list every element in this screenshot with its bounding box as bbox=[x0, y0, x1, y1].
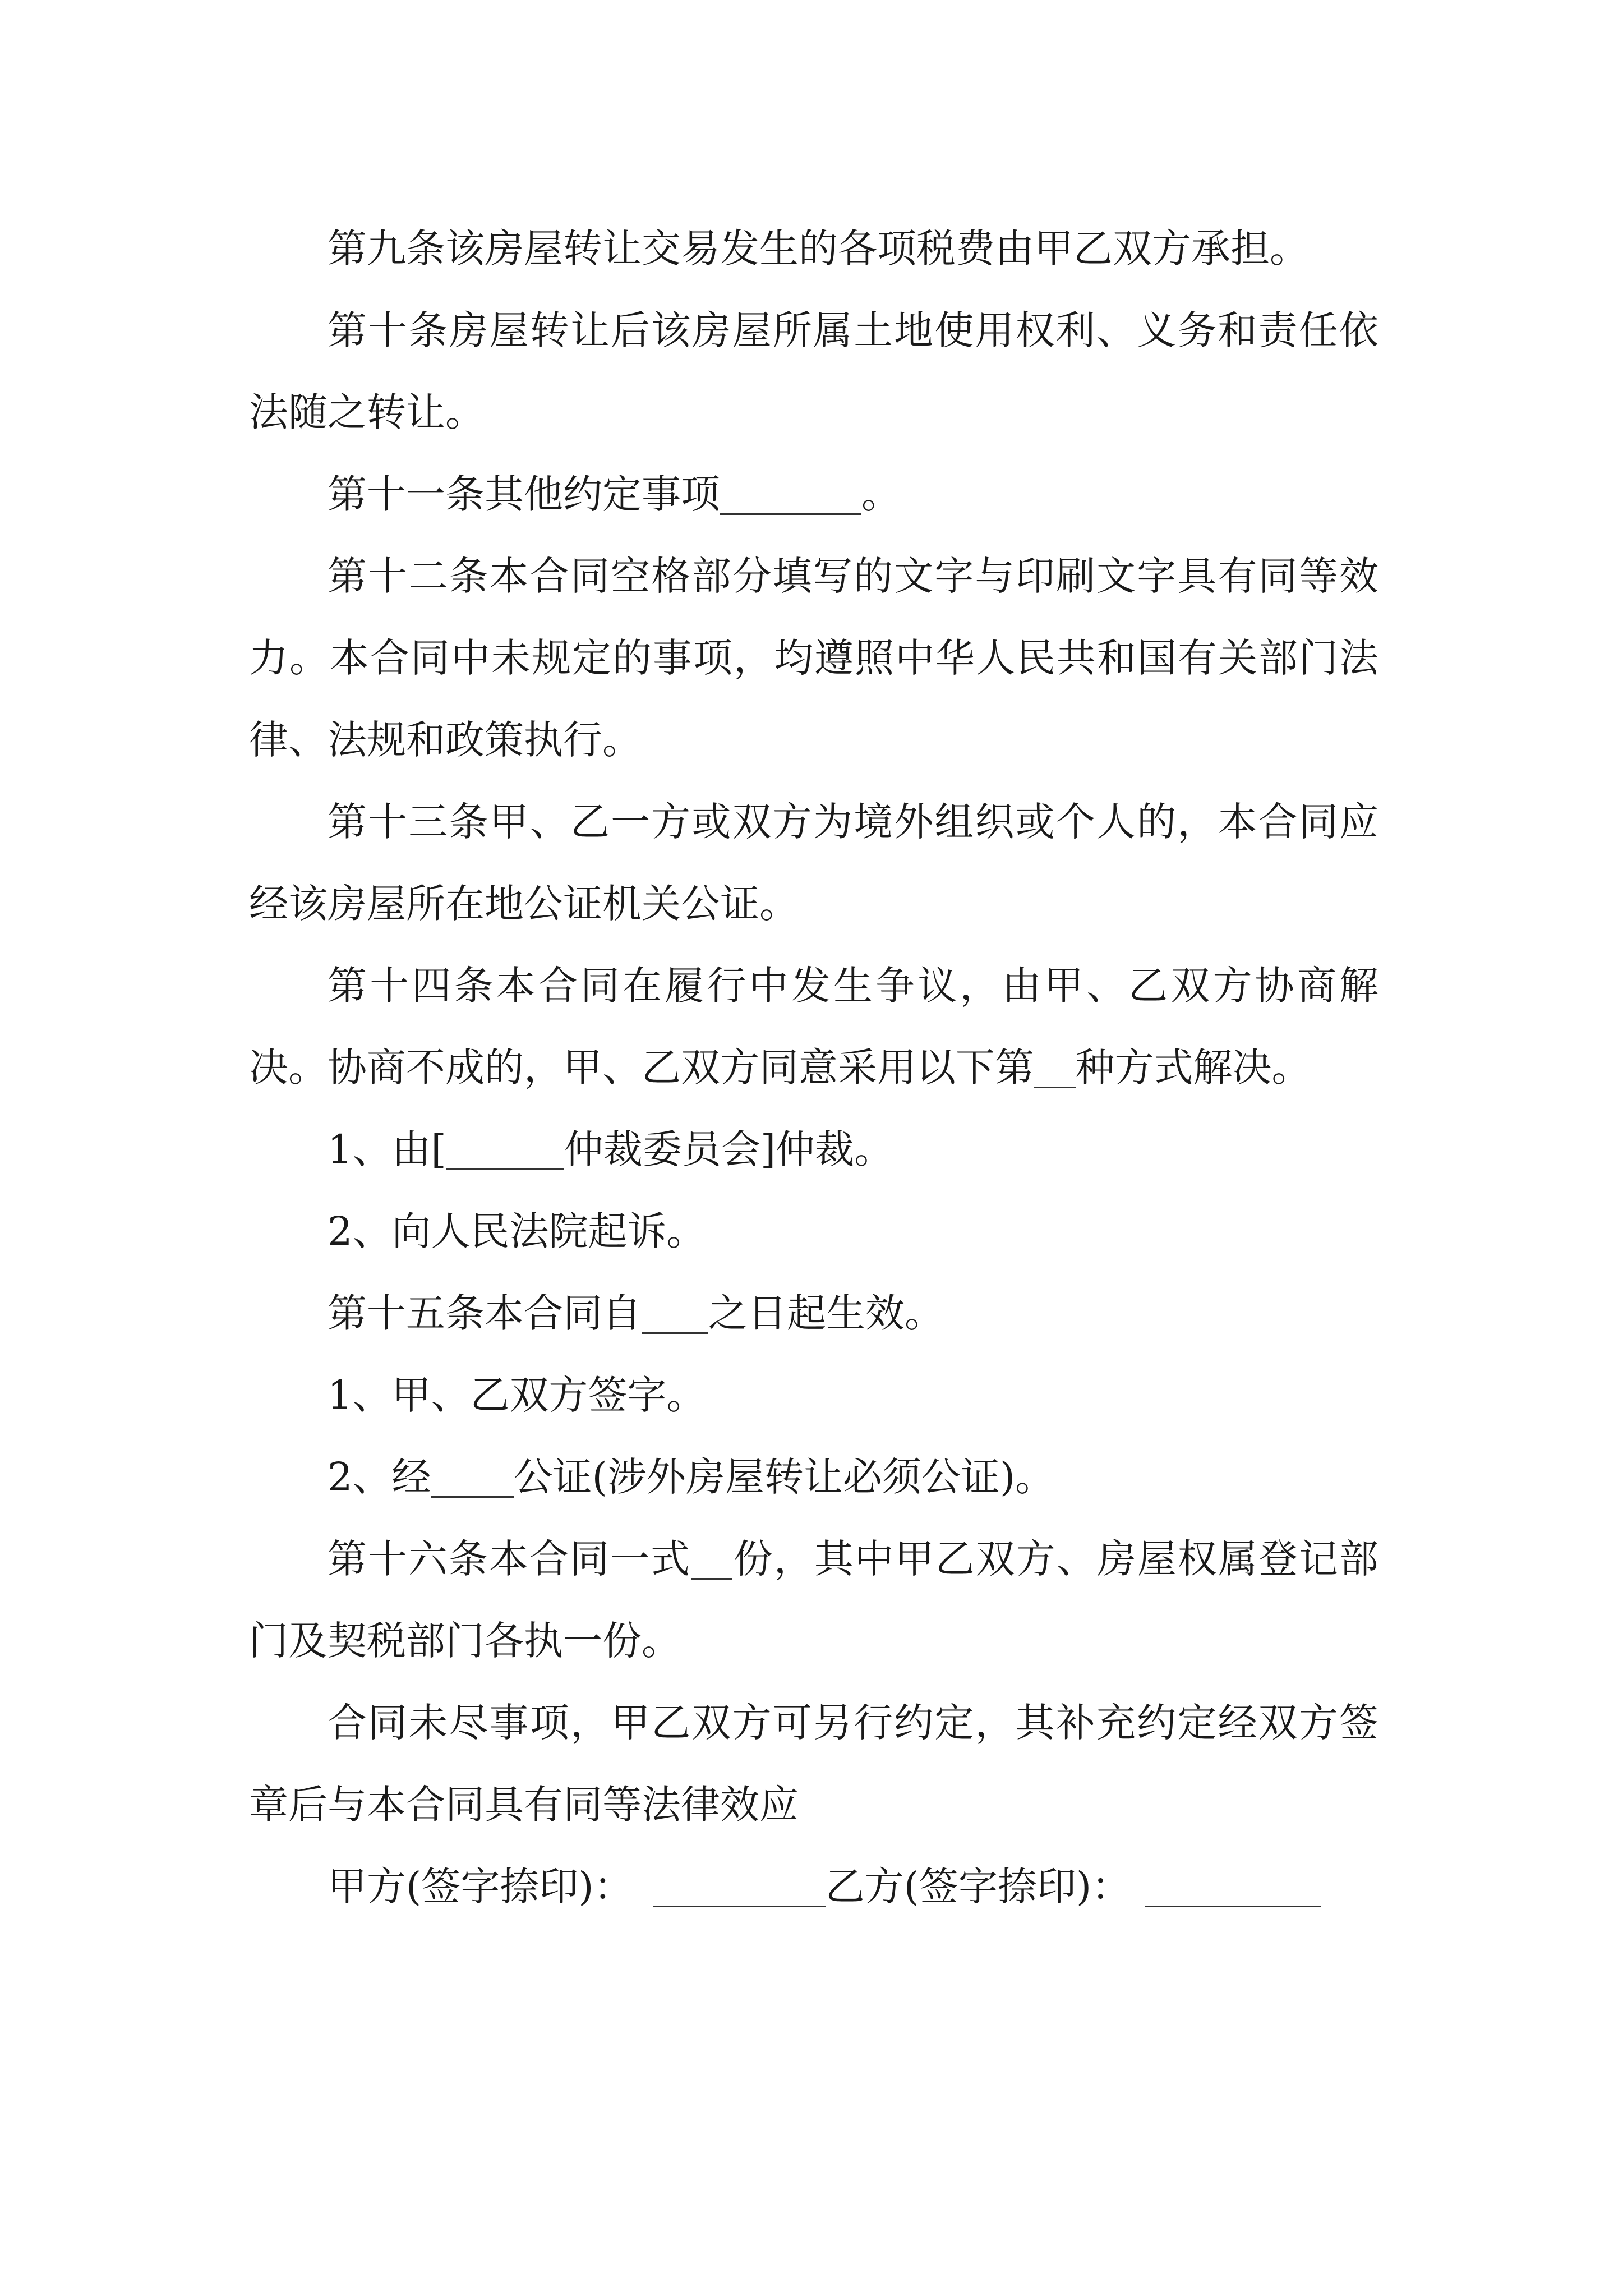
arbitration-committee-blank[interactable] bbox=[446, 1133, 564, 1170]
signature-line bbox=[249, 1846, 1378, 1927]
article-16-end: 份，其中甲乙双方、房屋权属登记部门及契税部门各执一份。 bbox=[249, 1536, 1379, 1664]
article-16-text: 第十六条本合同一式 bbox=[328, 1536, 691, 1582]
article-14-text: 第十四条本合同在履行中发生争议，由甲、乙双方协商解决。协商不成的，甲、乙双方同意采用以下第 bbox=[249, 963, 1378, 1091]
party-b-label: 乙方(签字捺印)： bbox=[825, 1864, 1131, 1910]
dispute-method-blank[interactable] bbox=[1034, 1051, 1076, 1088]
effective-condition-2 bbox=[249, 1436, 1378, 1518]
effective-condition-1: 1、甲、乙双方签字。 bbox=[328, 1372, 706, 1418]
effective-condition-2-text: 2、经 bbox=[328, 1454, 431, 1500]
article-13: 第十三条甲、乙一方或双方为境外组织或个人的，本合同应经该房屋所在地公证机关公证。 bbox=[249, 799, 1378, 927]
party-b-signature-blank[interactable] bbox=[1145, 1870, 1321, 1907]
article-11 bbox=[249, 453, 1378, 535]
party-a-label: 甲方(签字捺印)： bbox=[328, 1864, 633, 1910]
article-15-end: 之日起生效。 bbox=[708, 1290, 944, 1336]
dispute-option-1-end: 仲裁委员会]仲裁。 bbox=[564, 1126, 894, 1172]
other-terms-blank[interactable] bbox=[720, 478, 861, 515]
dispute-option-2: 2、向人民法院起诉。 bbox=[328, 1208, 706, 1254]
article-12: 第十二条本合同空格部分填写的文字与印刷文字具有同等效力。本合同中未规定的事项，均遵照中华人民共和国有关部门法律、法规和政策执行。 bbox=[249, 553, 1378, 763]
article-16 bbox=[249, 1518, 1378, 1682]
dispute-option-1-text: 1、由[ bbox=[328, 1126, 446, 1172]
copies-count-blank[interactable] bbox=[691, 1543, 732, 1580]
article-11-end: 。 bbox=[861, 471, 901, 517]
contract-page bbox=[249, 208, 1378, 1927]
notary-office-blank[interactable] bbox=[431, 1461, 514, 1498]
article-15-text: 第十五条本合同自 bbox=[328, 1290, 642, 1336]
article-15 bbox=[249, 1272, 1378, 1354]
article-14 bbox=[249, 945, 1378, 1108]
effective-date-blank[interactable] bbox=[642, 1297, 708, 1334]
dispute-option-1 bbox=[249, 1108, 1378, 1190]
effective-condition-2-end: 公证(涉外房屋转让必须公证)。 bbox=[513, 1454, 1055, 1500]
article-9: 第九条该房屋转让交易发生的各项税费由甲乙双方承担。 bbox=[328, 226, 1309, 272]
article-14-end: 种方式解决。 bbox=[1075, 1045, 1311, 1091]
supplementary-clause: 合同未尽事项，甲乙双方可另行约定，其补充约定经双方签章后与本合同具有同等法律效应 bbox=[249, 1700, 1378, 1828]
party-a-signature-blank[interactable] bbox=[653, 1870, 826, 1907]
article-11-text: 第十一条其他约定事项 bbox=[328, 471, 720, 517]
article-10: 第十条房屋转让后该房屋所属土地使用权利、义务和责任依法随之转让。 bbox=[249, 307, 1378, 435]
